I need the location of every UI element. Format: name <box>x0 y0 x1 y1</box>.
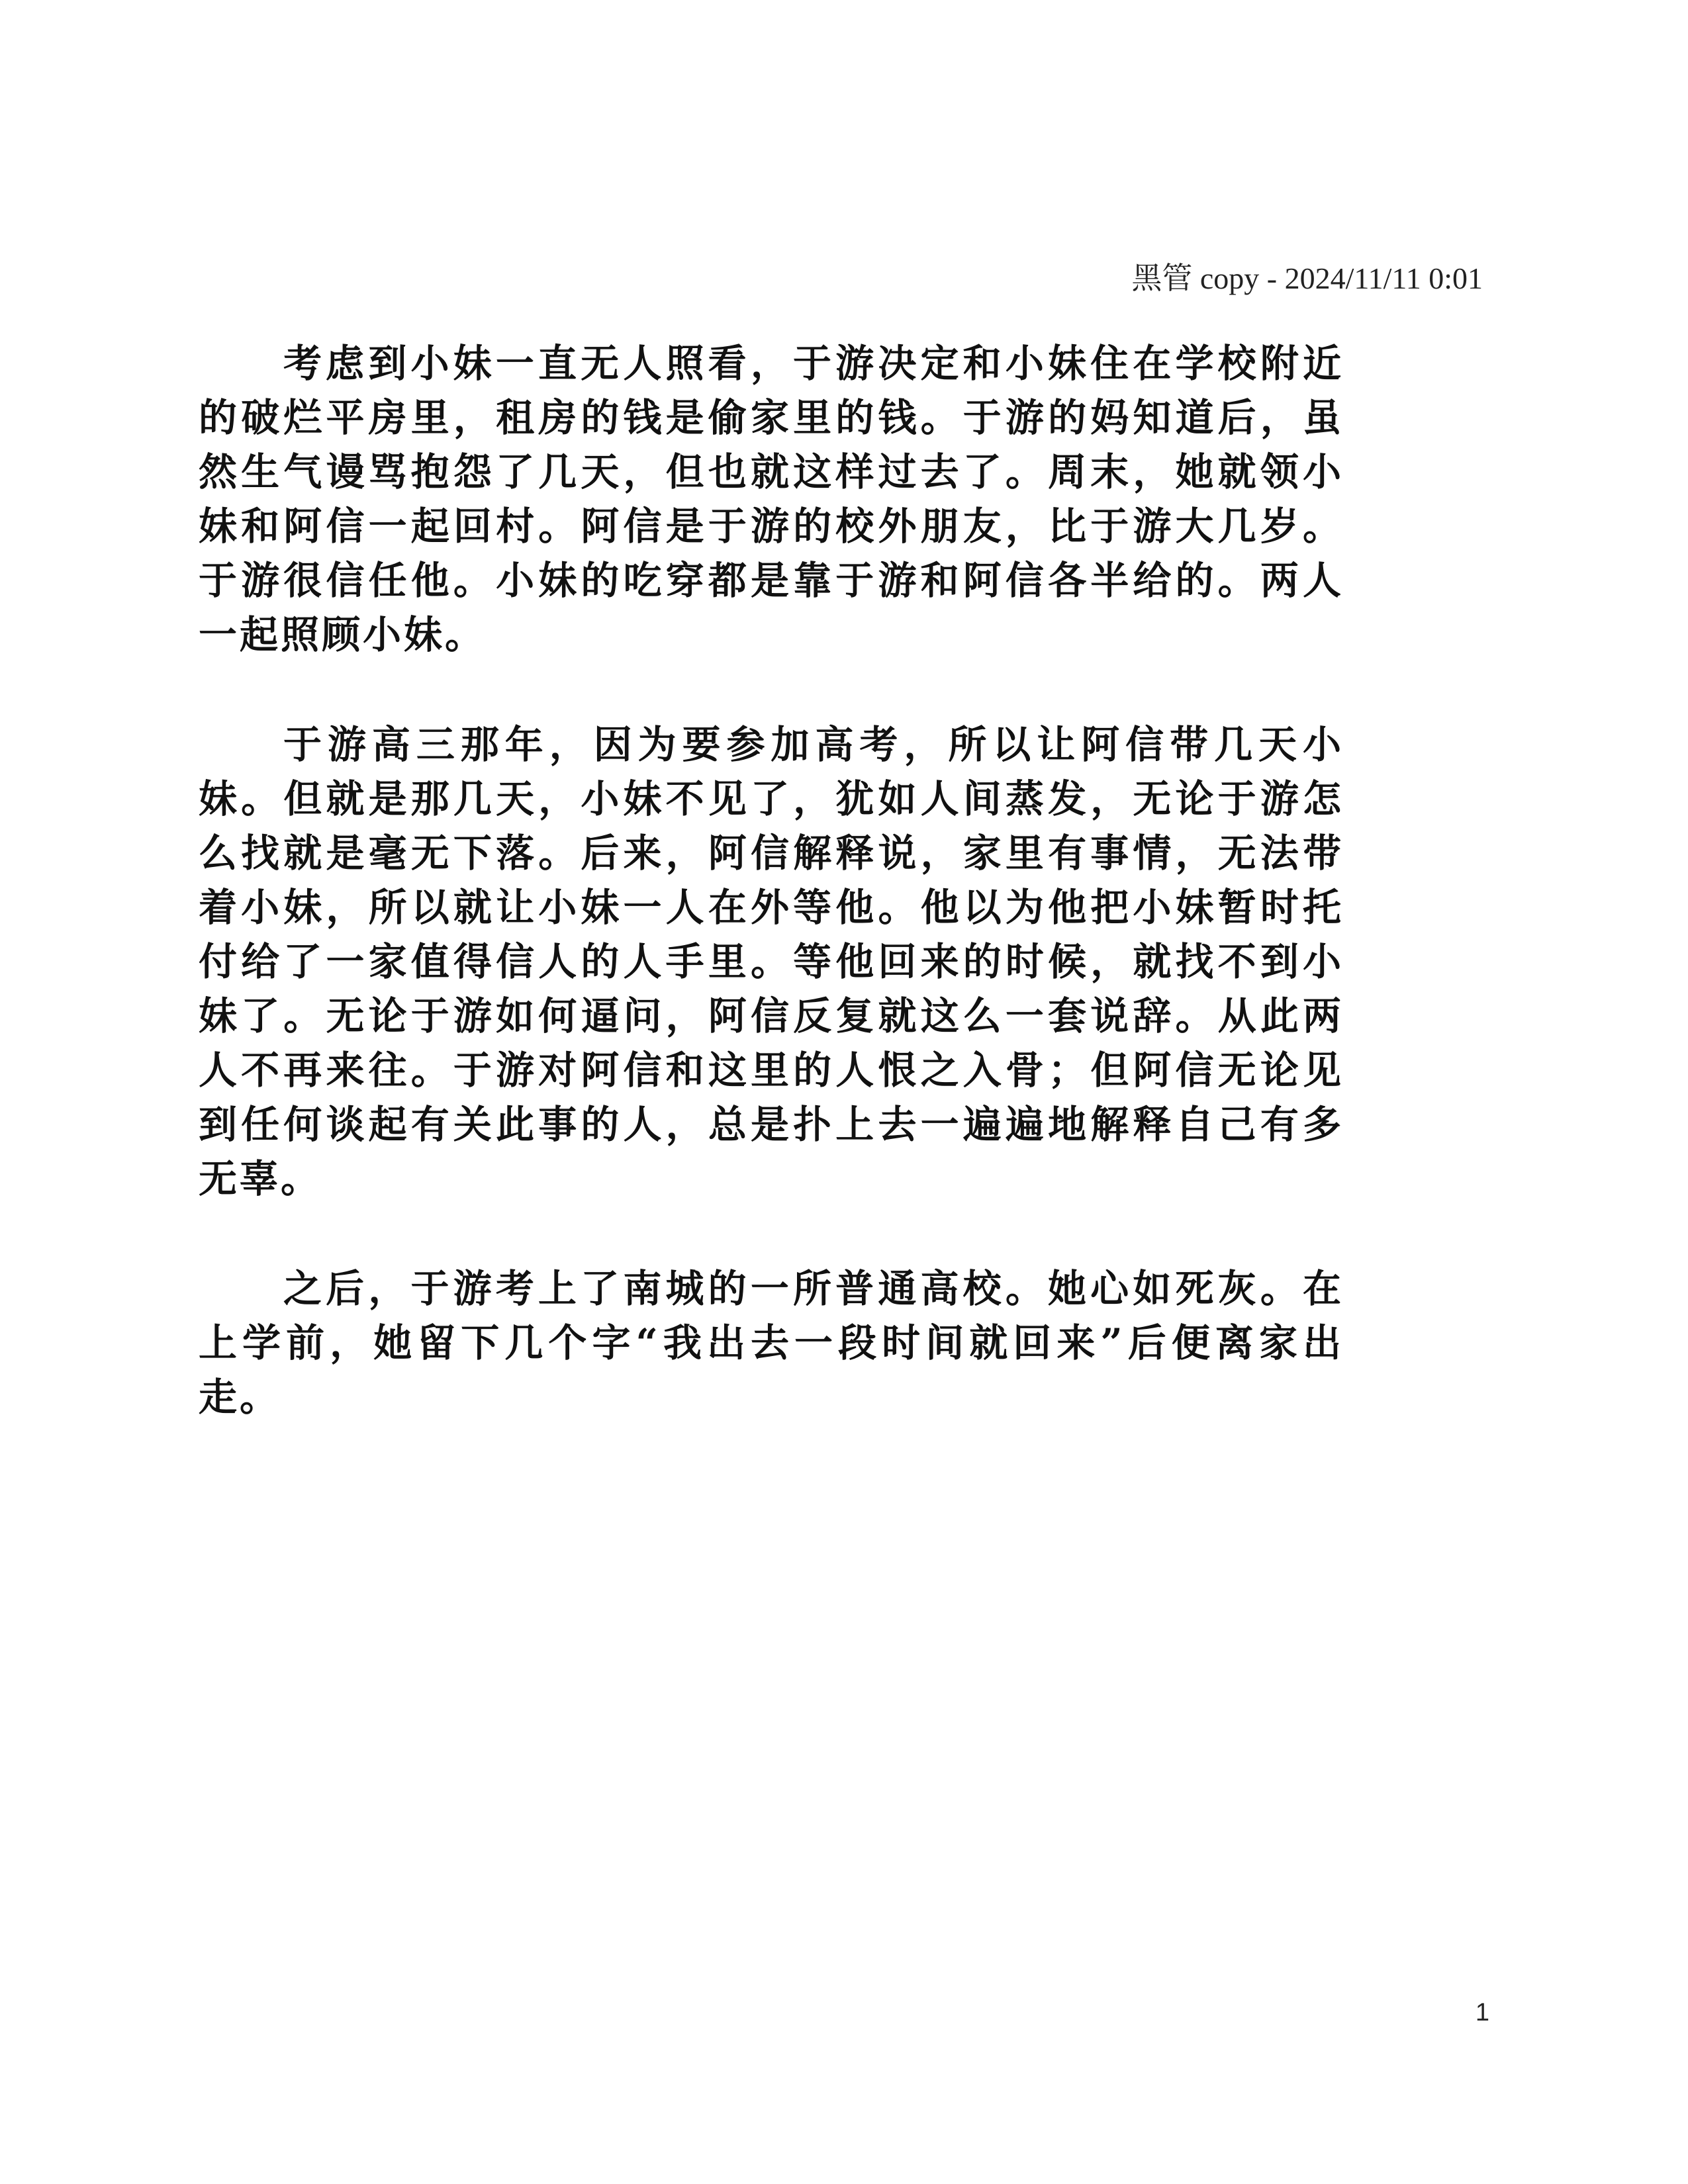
page-header: 黑管 copy - 2024/11/11 0:01 <box>1131 261 1483 295</box>
page-number: 1 <box>1475 1999 1489 2026</box>
document-body <box>199 336 1344 1480</box>
paragraph-2: 于游高三那年，因为要参加高考，所以让阿信带几天小妹。但就是那几天，小妹不见了，犹如人间蒸发，无论于游怎么找就是毫无下落。后来，阿信解释说，家里有事情，无法带着小妹，所以就让小妹一人在外等他。他以为他把小妹暂时托付给了一家值得信人的人手里。等他回来的时候，就找不到小妹了。无论于游如何逼问，阿信反复就这么一套说辞。从此两人不再来往。于游对阿信和这里的人恨之入骨；但阿信无论见到任何谈起有关此事的人，总是扑上去一遍遍地解释自己有多无辜。 <box>199 722 1344 1201</box>
paragraph-3: 之后，于游考上了南城的一所普通高校。她心如死灰。在上学前，她留下几个字“我出去一段时间就回来”后便离家出走。 <box>199 1266 1344 1420</box>
paragraph-1: 考虑到小妹一直无人照看，于游决定和小妹住在学校附近的破烂平房里，租房的钱是偷家里的钱。于游的妈知道后，虽然生气谩骂抱怨了几天，但也就这样过去了。周末，她就领小妹和阿信一起回村。阿信是于游的校外朋友，比于游大几岁。于游很信任他。小妹的吃穿都是靠于游和阿信各半给的。两人一起照顾小妹。 <box>199 341 1344 657</box>
